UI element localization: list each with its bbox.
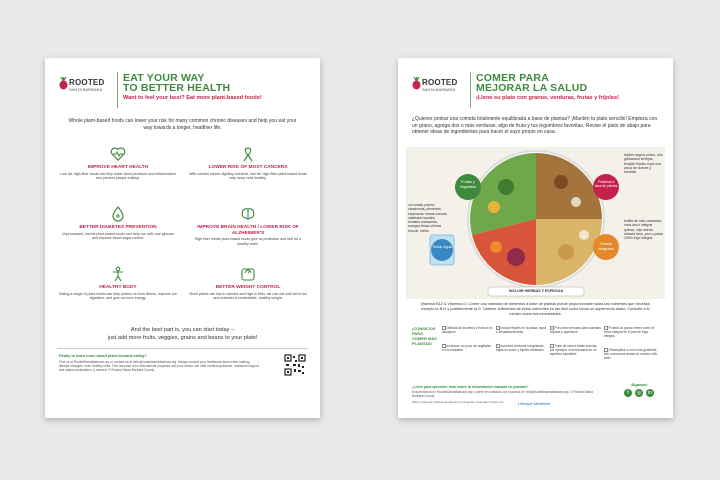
- checkbox-icon: [442, 326, 446, 330]
- blood-drop-icon: [110, 206, 126, 222]
- tip-text: ¡Reemplace a una cena grasienta frito una nueva receta en nuestro sitio web!: [604, 348, 658, 361]
- benefit-desc: High fiber whole plant-based foods give us protection and fuel for a healthy brain.: [194, 237, 302, 246]
- social-label: ¡Síganos!: [630, 383, 648, 387]
- closing-text: [65, 327, 300, 342]
- benefit-desc: Eating a range of plant-foods can help protect us from illness, improve our digestion, and give us more energy.: [59, 291, 177, 301]
- vegetable-logo-icon: [59, 77, 68, 90]
- tip-item: [442, 326, 494, 334]
- tip-item: [604, 326, 659, 339]
- rooted-logo: [59, 74, 105, 104]
- benefit-desc: Low fat, high fiber foods can help lower blood pressure and inflammation and prevent plaque buildup.: [60, 171, 176, 181]
- footer-question: Ready to learn more about plant-forward eating?: [59, 354, 147, 358]
- tips-section: [412, 326, 659, 384]
- closing-line-1: And the best part is, you can start today –: [130, 327, 235, 333]
- logo-subtitle: SANTA BARBARA: [69, 87, 103, 92]
- list-fruits-vegetables: col rizada, pepino zanahorias, pimientos espinacas, moras camote, calabaza nopales, tomates manzanas, mangos frutas cítricas brócoli, melón: [408, 203, 448, 233]
- list-proteins: frijoles negros pintos, tofu garbanzos lentejas, tempeh frijoles rojos una pizca de nueces y semillas: [624, 153, 663, 175]
- checkbox-icon: [496, 344, 500, 348]
- tip-item: [550, 326, 602, 334]
- vegetable-logo-icon: [412, 77, 421, 90]
- logo-wordmark: ROOTED: [69, 78, 105, 87]
- social-links: [619, 383, 659, 397]
- benefit-body: [59, 266, 177, 301]
- benefit-desc: Since plants are low in calories and high in fiber, we can eat until we're full and maintain a comfortable, healthy weight.: [189, 291, 307, 301]
- tip-text: Pre-corta verduras para comidas rápidas y aperitivos: [550, 326, 601, 335]
- benefits-grid: [59, 146, 306, 324]
- title-line-1: COMER PARA: [476, 72, 549, 84]
- ribbon-icon: [240, 146, 256, 162]
- tip-item: [442, 344, 494, 352]
- label-water: Tomar Agua: [432, 245, 452, 249]
- linkedin-icon[interactable]: in: [646, 389, 654, 397]
- benefit-title: HEALTHY BODY: [99, 285, 137, 290]
- rooted-logo: [412, 74, 458, 104]
- intro-text: ¿Quieres probar una comida totalmente equilibrada a base de plantas? ¡Mantén tu plato sencillo! Empieza con un grano, agrega dos o más verduras, algo de fruta y tus legumbres favoritas. Revise el plato de abajo para obtener ideas de ingredientes para hacer el suyo propio en casa.: [412, 116, 658, 136]
- tips-label: ¡CONSEJOS PARA COMER MÁS PLANTAS!: [412, 326, 437, 346]
- header-divider: [117, 72, 118, 108]
- instagram-icon[interactable]: ◎: [636, 390, 642, 396]
- checkbox-icon: [442, 344, 446, 348]
- benefit-weight: [189, 266, 307, 301]
- logo-wordmark: ROOTED: [422, 78, 458, 87]
- title-line-2: MEJORAR LA SALUD: [476, 82, 588, 94]
- header-divider: [470, 72, 471, 108]
- page-subtitle: Want to feel your best? Eat more plant-based foods!: [123, 95, 262, 101]
- closing-line-2: just add more fruits, veggies, grains and beans to your plate!: [107, 334, 258, 341]
- footer-text: Encuéntranos en RootedSantaBarbara.org o ponte en contacto con nosotros en hola@rootedsantabarbara.org. © Rooted Santa Barbara County: [412, 390, 593, 399]
- tip-text: Incorpore un poco de vegetales en la ensalada: [442, 344, 492, 353]
- label-herbs: INCLUIR HIERBAS Y ESPECIAS: [508, 289, 564, 293]
- benefit-title: BETTER WEIGHT CONTROL: [215, 285, 281, 290]
- benefit-title: IMPROVE HEART HEALTH: [87, 165, 149, 170]
- benefit-title: IMPROVE BRAIN HEALTH / LOWER RISK OF ALZHEIMER'S: [197, 225, 299, 236]
- footer-divider: [57, 348, 308, 349]
- plate-illustration: [406, 147, 665, 299]
- benefit-brain: [189, 206, 307, 246]
- footer-question: ¿Listo para aprender más sobre la alimentación basada en plantas?: [412, 385, 529, 389]
- tip-text: Trate de comer frutas enteras, por ejemplo, una manzana en un aperitivo saludable: [550, 344, 598, 357]
- tip-text: Prueba un grano entero como el arroz integral en el pan de trigo integral: [604, 326, 655, 339]
- title-line-1: EAT YOUR WAY: [123, 72, 205, 84]
- benefit-desc: Unprocessed, low fat plant-based foods can help our cells use glucose and improve blood sugar control.: [61, 231, 175, 241]
- benefit-heart: [59, 146, 177, 181]
- qr-code-icon[interactable]: [284, 354, 306, 376]
- facebook-icon[interactable]: f: [624, 389, 632, 397]
- tip-item: [496, 326, 548, 334]
- header: [412, 72, 663, 112]
- brain-icon: [240, 206, 256, 222]
- checkbox-icon: [550, 344, 554, 348]
- tip-text: Incluye frijoles en la pasta, sopa o ensalada favorita: [496, 326, 546, 335]
- vitamin-note: Vitamina B12 & Vitamina D: Comer una variedad de alimentos a base de plantas puede proporcionarle todas las nutrientes que necesita, excepto la B12 y posiblemente la D. Obtener suficientes de estos nutrientes es tan fácil como tomar un suplemento diario. Consulte a tu médico sobre tus necesidades.: [420, 302, 651, 316]
- tip-item: [604, 348, 659, 361]
- bottom-note: Plato a base de plantas de alimentos integrales originales inside.com: [412, 400, 504, 404]
- checkbox-icon: [496, 326, 500, 330]
- header: [59, 72, 310, 112]
- checkbox-icon: [550, 326, 554, 330]
- lifestyle-medicine-logo: Lifestyle Medicine: [518, 401, 550, 406]
- benefit-cancer: [189, 146, 307, 181]
- tip-text: Disfruta de la avena y fruta en el desayuno: [442, 326, 493, 335]
- intro-text: Whole plant-based foods can lower your risk for many common chronic diseases and help you eat your way towards a longer, healthier life.: [68, 118, 297, 131]
- body-icon: [110, 266, 126, 282]
- label-grains: Granos integrales: [598, 242, 614, 251]
- page-subtitle: ¡Llene su plato con granos, verduras, frutas y frijoles!: [476, 95, 619, 101]
- benefit-desc: With colorful cancer-fighting nutrients, low fat, high fiber plant-based foods help keep cells healthy.: [189, 171, 307, 181]
- benefit-title: LOWER RISK OF MOST CANCERS: [208, 165, 288, 170]
- list-grains: tortilla de maíz amaranto, maíz arroz integral quinoa, mijo avena, cebada farro, pan o pasta 100% trigo integral: [624, 219, 663, 241]
- label-fruits: Frutas y Vegetales: [459, 180, 477, 189]
- tip-text: Acumula verduras congeladas bajas en sodio y frijoles enlatados: [496, 344, 544, 353]
- flyer-english: [45, 58, 320, 418]
- flyer-spanish: [398, 58, 673, 418]
- checkbox-icon: [604, 348, 608, 352]
- benefit-title: BETTER DIABETES PREVENTION: [79, 225, 157, 230]
- checkbox-icon: [604, 326, 608, 330]
- tip-item: [496, 344, 548, 352]
- scale-icon: [240, 266, 256, 282]
- page-title: [123, 73, 230, 93]
- heart-pulse-icon: [110, 146, 126, 162]
- footer-text: Find us at RootedSantaBarbara.org or contact us at hello@rootedsantabarbara.org. Always consult your healthcare team when making lifestyle changes, even healthy ones. This resource is for educational purposes and your doctor can offer medical guidance. Individual support and adjust medications, if needed. © Rooted Santa Barbara County: [59, 360, 259, 373]
- label-proteins: Proteínas a base de plantas: [594, 180, 618, 188]
- logo-subtitle: SANTA BARBARA: [422, 87, 456, 92]
- title-line-2: TO BETTER HEALTH: [123, 82, 231, 94]
- tip-item: [550, 344, 602, 357]
- page-title: [476, 73, 587, 93]
- benefit-diabetes: [59, 206, 177, 241]
